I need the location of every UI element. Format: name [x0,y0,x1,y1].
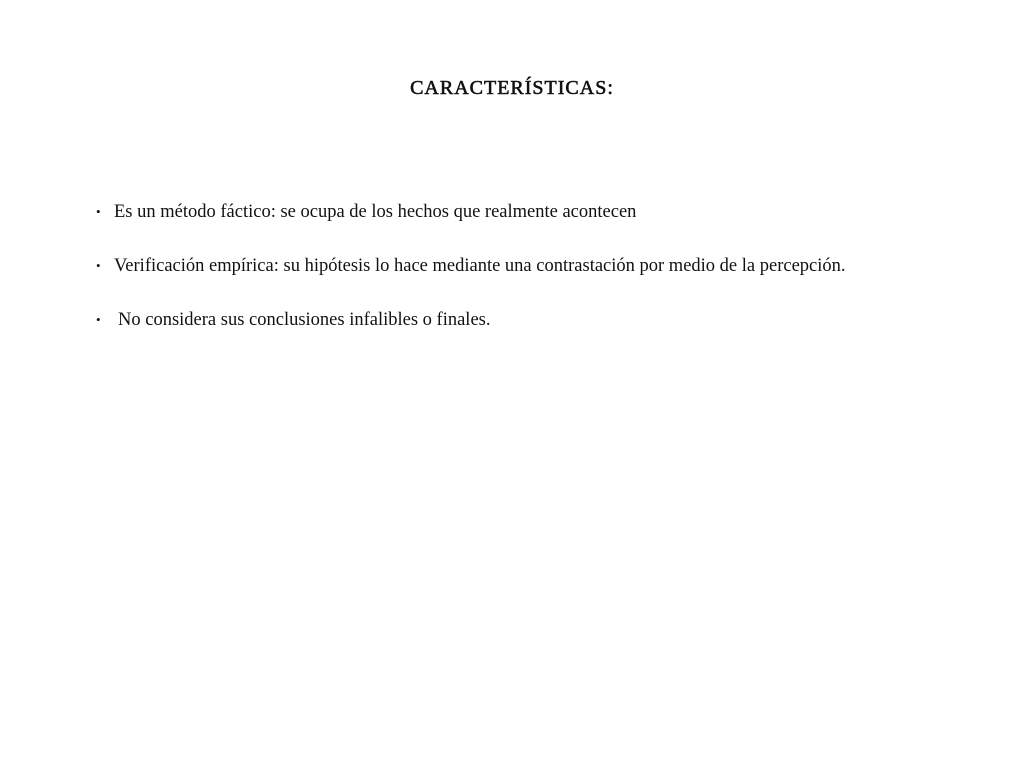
list-item-text: Verificación empírica: su hipótesis lo hace mediante una contrastación por medio de la percepción. [114,256,846,276]
bullet-list [96,199,1014,361]
bullet-icon: • [96,258,101,273]
bullet-icon: • [96,204,101,219]
list-item [96,253,1014,307]
list-item [96,199,1014,253]
slide-title: CARACTERÍSTICAS: [410,77,614,99]
bullet-icon: • [96,312,101,327]
list-item-text: No considera sus conclusiones infalibles o finales. [118,310,491,330]
list-item [96,307,1014,361]
list-item-text: Es un método fáctico: se ocupa de los hechos que realmente acontecen [114,202,637,222]
